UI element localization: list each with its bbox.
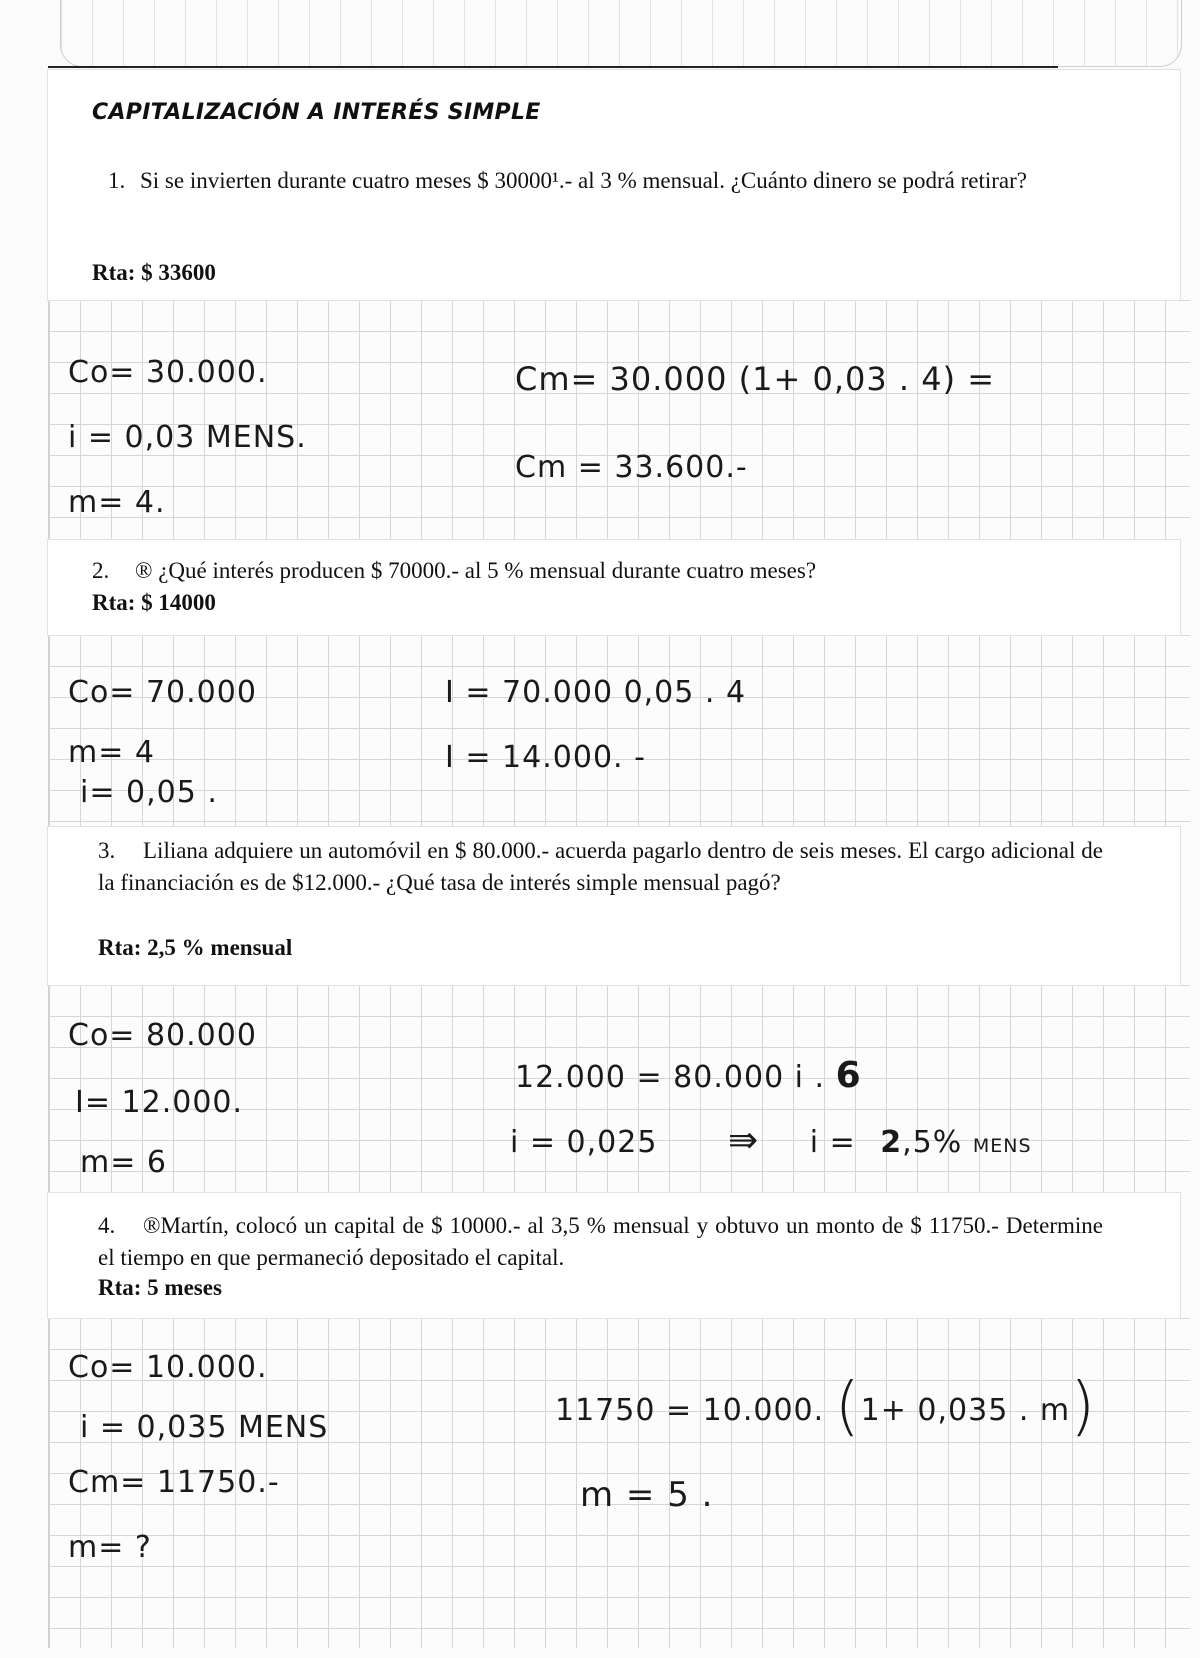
problem-1-number: 1. (108, 168, 126, 193)
page-title: CAPITALIZACIÓN A INTERÉS SIMPLE (92, 100, 541, 125)
p1-work-result: Cm = 33.600.- (515, 450, 748, 485)
p3-work-interest: I= 12.000. (75, 1085, 244, 1120)
p1-work-formula: Cm= 30.000 (1+ 0,03 . 4) = (515, 360, 996, 398)
p1-work-capital: Co= 30.000. (68, 355, 268, 390)
problem-3-text: Liliana adquiere un automóvil en $ 80.000.- acuerda pagarlo dentro de seis meses. El cargo adicional de la financiación es de $12.000.- ¿Qué tasa de interés simple mensual pagó? (98, 838, 1103, 895)
grid-area-2 (48, 635, 1190, 827)
p4-work-result: m = 5 . (580, 1475, 714, 1515)
p3-work-equation (515, 1055, 862, 1096)
p4-work-open-paren: ( (834, 1370, 861, 1444)
separator-line (48, 66, 1058, 68)
problem-2-number: 2. (92, 558, 110, 583)
problem-4-number: 4. (98, 1213, 116, 1238)
p3-work-periods: m= 6 (80, 1145, 167, 1180)
p3-work-result-percent: ,5% (902, 1125, 963, 1160)
p4-work-rate: i = 0,035 MENS (80, 1410, 329, 1445)
p1-work-periods: m= 4. (68, 485, 166, 520)
p4-work-close-paren: ) (1070, 1370, 1097, 1444)
p3-work-implies-arrow: ⇛ (727, 1120, 760, 1161)
p4-work-equation-left: 11750 = 10.000. (555, 1393, 825, 1428)
problem-3-answer: Rta: 2,5 % mensual (98, 935, 293, 960)
p3-work-capital: Co= 80.000 (68, 1018, 257, 1053)
p4-work-capital: Co= 10.000. (68, 1350, 268, 1385)
p3-work-equation-text: 12.000 = 80.000 i . (515, 1060, 826, 1095)
p2-work-formula: I = 70.000 0,05 . 4 (445, 675, 747, 710)
p3-work-result-decimal: i = 0,025 (510, 1125, 658, 1160)
p2-work-capital: Co= 70.000 (68, 675, 257, 710)
problem-4-text: ®Martín, colocó un capital de $ 10000.- al 3,5 % mensual y obtuvo un monto de $ 11750.- Determine el tiempo en que permaneció depositado el capital. (98, 1213, 1103, 1270)
p4-work-equation-inner: 1+ 0,035 . m (860, 1393, 1071, 1428)
previous-page-strip (60, 0, 1182, 67)
problem-2-answer: Rta: $ 14000 (92, 590, 216, 615)
p3-work-result (510, 1120, 1032, 1161)
problem-3-number: 3. (98, 838, 116, 863)
p4-work-equation (555, 1370, 1096, 1444)
problem-2-text: ® ¿Qué interés producen $ 70000.- al 5 % mensual durante cuatro meses? (135, 558, 817, 583)
p1-work-rate: i = 0,03 MENS. (68, 420, 307, 455)
p4-work-amount: Cm= 11750.- (68, 1465, 280, 1500)
p3-work-result-two: 2 (880, 1125, 903, 1160)
p2-work-result: I = 14.000. - (445, 740, 646, 775)
problem-4-answer: Rta: 5 meses (98, 1275, 222, 1300)
p2-work-periods: m= 4 (68, 735, 155, 770)
p2-work-rate: i= 0,05 . (80, 775, 218, 810)
p3-work-result-label: i = (809, 1125, 856, 1160)
p4-work-unknown: m= ? (68, 1530, 152, 1565)
p3-work-equation-six: 6 (835, 1055, 862, 1096)
problem-1-text: Si se invierten durante cuatro meses $ 30000¹.- al 3 % mensual. ¿Cuánto dinero se podrá retirar? (140, 168, 1028, 193)
problem-1-answer: Rta: $ 33600 (92, 260, 216, 285)
p3-work-result-mens: MENS (972, 1135, 1032, 1157)
